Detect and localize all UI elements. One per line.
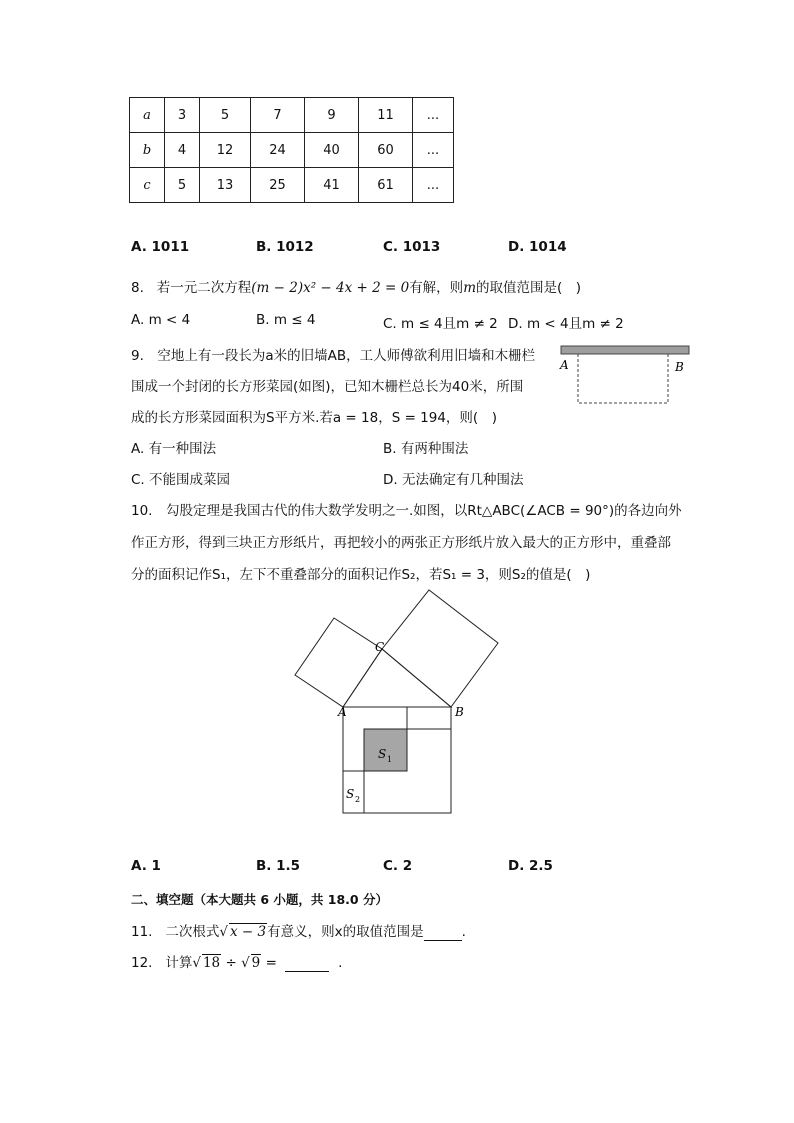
- row-head: c: [130, 168, 165, 203]
- row-head: a: [130, 98, 165, 133]
- table-cell: ...: [413, 168, 454, 203]
- q10-option-c: C. 2: [383, 858, 413, 874]
- square-ac: [295, 618, 385, 707]
- q11-stem: [131, 920, 466, 941]
- q11-text-post: 有意义，则x的取值范围是: [267, 924, 424, 940]
- label-c: C: [375, 640, 385, 654]
- q8-equation: (m − 2)x² − 4x + 2 = 0: [251, 280, 410, 296]
- q7-option-a: A. 1011: [131, 239, 190, 255]
- q12-number: 12.: [131, 955, 153, 971]
- q12-end: .: [338, 955, 343, 971]
- table-cell: 61: [359, 168, 413, 203]
- table-cell: 25: [251, 168, 305, 203]
- q9-option-a: A. 有一种围法: [131, 441, 217, 457]
- q8-text-pre: 若一元二次方程: [156, 280, 252, 296]
- q8-option-c: C. m ≤ 4且m ≠ 2: [383, 316, 498, 332]
- table-cell: 41: [305, 168, 359, 203]
- q8-option-d: D. m < 4且m ≠ 2: [508, 316, 624, 332]
- q7-option-d: D. 1014: [508, 239, 567, 255]
- q11-answer-blank: [424, 924, 462, 941]
- table-cell: 40: [305, 133, 359, 168]
- q12-radicand-2: 9: [251, 955, 261, 971]
- q10-line-1: 10. 勾股定理是我国古代的伟大数学发明之一.如图，以Rt△ABC(∠ACB = 90°)的各边向外: [131, 503, 682, 519]
- row-head: b: [130, 133, 165, 168]
- q9-line-1: 9. 空地上有一段长为a米的旧墙AB，工人师傅欲利用旧墙和木栅栏: [131, 348, 536, 364]
- q10-option-d: D. 2.5: [508, 858, 553, 874]
- q8-option-b: B. m ≤ 4: [256, 312, 316, 328]
- q7-option-b: B. 1012: [256, 239, 314, 255]
- pythagoras-figure: [290, 585, 505, 817]
- section-heading: 二、填空题（本大题共 6 小题，共 18.0 分）: [131, 892, 388, 907]
- q11-radicand: x − 3: [229, 924, 267, 940]
- table-cell: 5: [165, 168, 200, 203]
- q12-answer-blank: [285, 955, 329, 972]
- q11-end: .: [461, 924, 466, 940]
- q12-text-pre: 计算: [165, 955, 193, 971]
- table-cell: ...: [413, 133, 454, 168]
- sqrt-sign: √: [241, 955, 250, 971]
- table-row: [130, 168, 454, 203]
- table-cell: 13: [200, 168, 251, 203]
- q8-text-post1: 有解，则: [409, 280, 464, 296]
- table-cell: 11: [359, 98, 413, 133]
- sqrt-sign: √: [219, 924, 228, 940]
- q8-text-post2: 的取值范围是( ): [476, 280, 582, 296]
- q10-option-a: A. 1: [131, 858, 161, 874]
- table-cell: 4: [165, 133, 200, 168]
- q12-operator: ÷: [225, 955, 237, 971]
- q7-option-c: C. 1013: [383, 239, 441, 255]
- q8-option-a: A. m < 4: [131, 312, 191, 328]
- label-a: A: [338, 705, 347, 719]
- table-row: [130, 98, 454, 133]
- q8-stem: [131, 276, 581, 296]
- table-cell: 12: [200, 133, 251, 168]
- label-b: B: [455, 705, 464, 719]
- sequence-table: [129, 97, 454, 203]
- q8-number: 8.: [131, 280, 144, 296]
- garden-figure: [555, 340, 695, 410]
- q11-text-pre: 二次根式: [165, 924, 220, 940]
- square-bc: [382, 590, 498, 707]
- q8-var: m: [463, 280, 476, 296]
- triangle-abc: [343, 649, 451, 707]
- q10-line-2: 作正方形，得到三块正方形纸片，再把较小的两张正方形纸片放入最大的正方形中，重叠部: [131, 535, 671, 551]
- table-cell: 3: [165, 98, 200, 133]
- table-cell: 9: [305, 98, 359, 133]
- table-cell: 60: [359, 133, 413, 168]
- label-s1: S: [378, 747, 387, 761]
- sqrt-sign: √: [192, 955, 201, 971]
- label-s2-sub: 2: [355, 795, 361, 804]
- q9-line-2: 围成一个封闭的长方形菜园(如图)，已知木栅栏总长为40米，所围: [131, 379, 524, 395]
- q11-number: 11.: [131, 924, 153, 940]
- q12-radicand-1: 18: [202, 955, 221, 971]
- old-wall: [561, 346, 689, 354]
- table-cell: 5: [200, 98, 251, 133]
- q9-option-d: D. 无法确定有几种围法: [383, 472, 524, 488]
- q10-line-3: 分的面积记作S₁，左下不重叠部分的面积记作S₂，若S₁ = 3，则S₂的值是( ): [131, 567, 591, 583]
- label-s1-sub: 1: [387, 755, 393, 764]
- table-row: [130, 133, 454, 168]
- q12-stem: [131, 951, 342, 972]
- table-cell: 7: [251, 98, 305, 133]
- q12-equals: =: [265, 955, 277, 971]
- q9-option-b: B. 有两种围法: [383, 441, 469, 457]
- q9-option-c: C. 不能围成菜园: [131, 472, 231, 488]
- q10-option-b: B. 1.5: [256, 858, 301, 874]
- table-cell: 24: [251, 133, 305, 168]
- label-a: A: [560, 358, 569, 372]
- q9-line-3: 成的长方形菜园面积为S平方米.若a = 18，S = 194，则( ): [131, 410, 497, 426]
- label-b: B: [675, 360, 684, 374]
- table-cell: ...: [413, 98, 454, 133]
- label-s2: S: [346, 787, 355, 801]
- fence-dashed: [578, 354, 668, 403]
